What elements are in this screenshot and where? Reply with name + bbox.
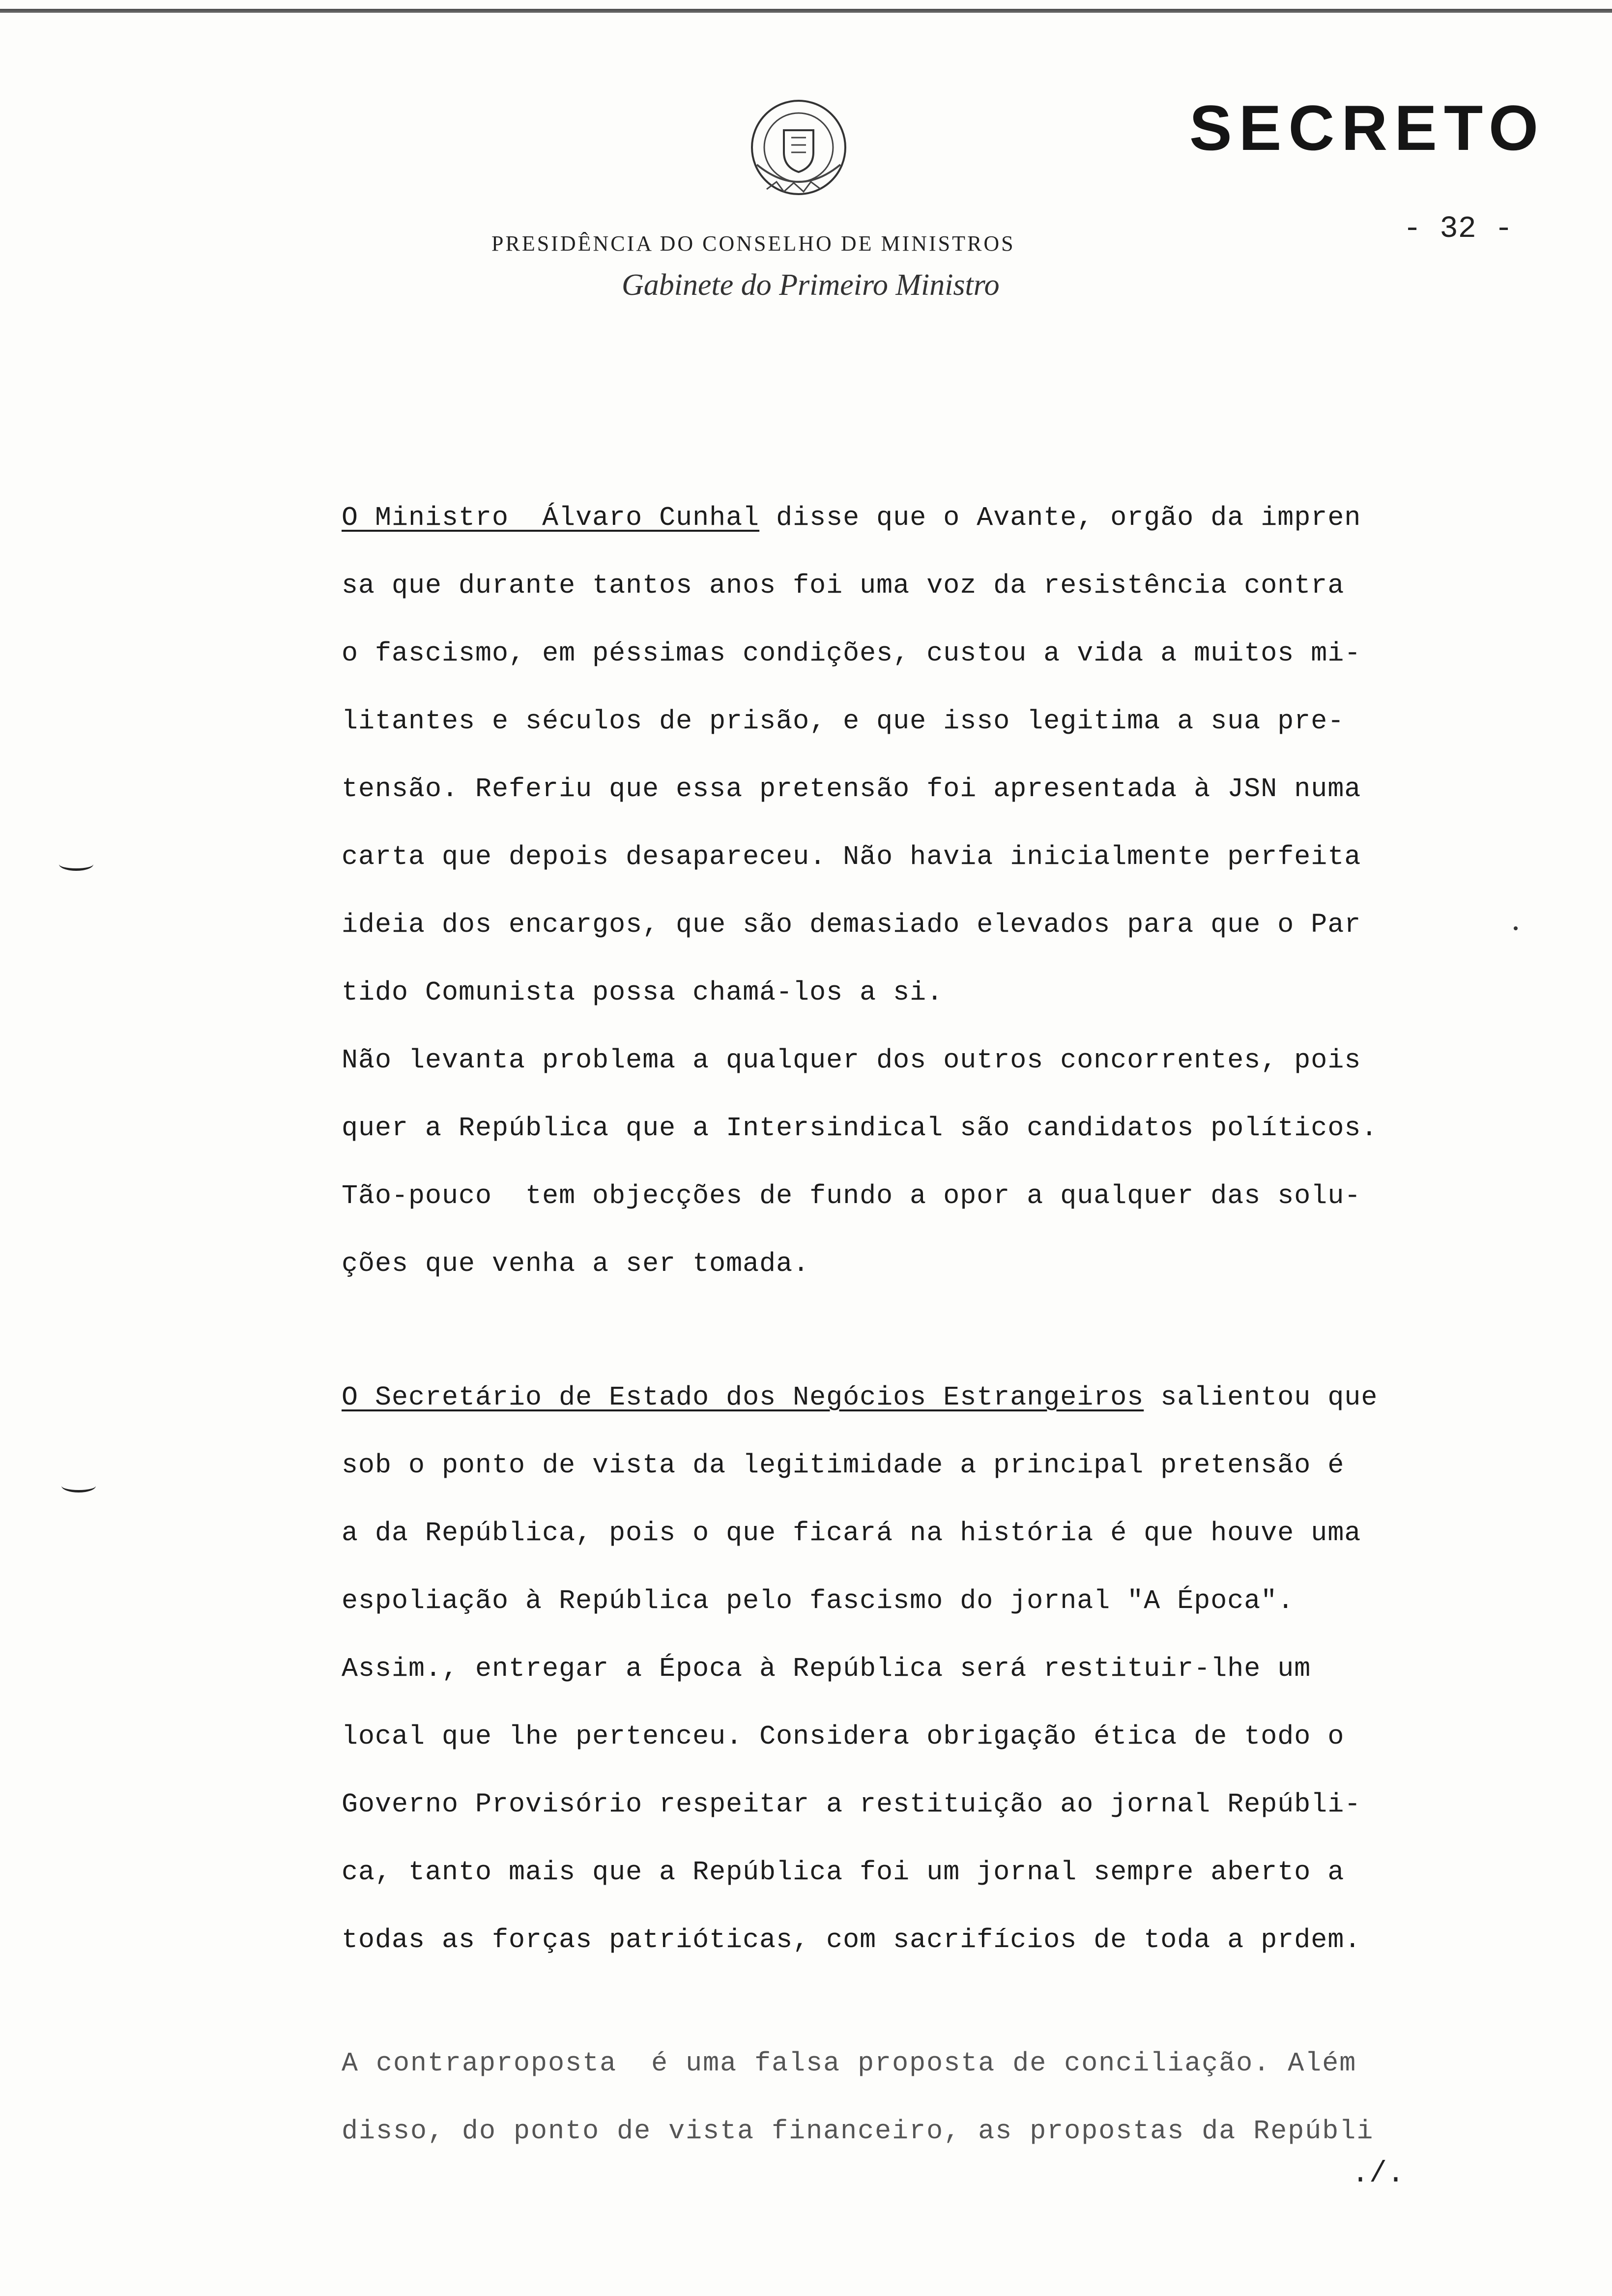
text-line: O Secretário de Estado dos Negócios Estrangeiros salientou que bbox=[342, 1382, 1378, 1413]
text-line: tensão. Referiu que essa pretensão foi apresentada à JSN numa bbox=[342, 774, 1361, 804]
speaker-name: O Ministro Álvaro Cunhal bbox=[342, 502, 760, 533]
text-line: Não levanta problema a qualquer dos outros concorrentes, pois bbox=[342, 1045, 1361, 1076]
text-line: local que lhe pertenceu. Considera obrigação ética de todo o bbox=[342, 1721, 1345, 1752]
text-line: sob o ponto de vista da legitimidade a principal pretensão é bbox=[342, 1450, 1345, 1481]
office-subheader: Gabinete do Primeiro Ministro bbox=[622, 268, 1000, 302]
text-line: Governo Provisório respeitar a restituição ao jornal Repúbli- bbox=[342, 1789, 1361, 1820]
text-line: ideia dos encargos, que são demasiado elevados para que o Par bbox=[342, 909, 1361, 940]
paragraph-counterproposal bbox=[342, 2030, 1472, 2165]
text-line: O Ministro Álvaro Cunhal disse que o Avante, orgão da impren bbox=[342, 502, 1361, 533]
paragraph-secretary-of-state bbox=[342, 1364, 1472, 1974]
text-line: Tão-pouco tem objecções de fundo a opor a qualquer das solu- bbox=[342, 1180, 1361, 1211]
text-line: disso, do ponto de vista financeiro, as propostas da Repúbli bbox=[342, 2116, 1374, 2147]
text-line: ca, tanto mais que a República foi um jornal sempre aberto a bbox=[342, 1857, 1345, 1888]
text-line: o fascismo, em péssimas condições, custou a vida a muitos mi- bbox=[342, 638, 1361, 669]
text-line: ções que venha a ser tomada. bbox=[342, 1248, 810, 1279]
margin-tick-mark bbox=[61, 1479, 96, 1492]
text-line: todas as forças patrióticas, com sacrifícios de toda a prdem. bbox=[342, 1924, 1361, 1955]
text-line: espoliação à República pelo fascismo do jornal "A Época". bbox=[342, 1585, 1295, 1616]
text-line: quer a República que a Intersindical são candidatos políticos. bbox=[342, 1113, 1378, 1144]
text-line: A contraproposta é uma falsa proposta de conciliação. Além bbox=[342, 2048, 1357, 2079]
paragraph-minister-cunhal bbox=[342, 484, 1472, 1298]
margin-dot bbox=[1514, 926, 1518, 930]
coat-of-arms-seal-icon bbox=[737, 91, 860, 209]
text-line: tido Comunista possa chamá-los a si. bbox=[342, 977, 944, 1008]
speaker-name: O Secretário de Estado dos Negócios Estrangeiros bbox=[342, 1382, 1144, 1413]
page-number: - 32 - bbox=[1403, 211, 1513, 246]
text-line: sa que durante tantos anos foi uma voz da resistência contra bbox=[342, 570, 1345, 601]
margin-tick-mark bbox=[59, 858, 93, 871]
text-line: litantes e séculos de prisão, e que isso legitima a sua pre- bbox=[342, 706, 1345, 737]
institution-header: PRESIDÊNCIA DO CONSELHO DE MINISTROS bbox=[491, 231, 1015, 256]
classification-stamp: SECRETO bbox=[1189, 92, 1546, 164]
top-border-line bbox=[0, 9, 1612, 13]
continuation-mark: ./. bbox=[1352, 2157, 1405, 2191]
text-line: a da República, pois o que ficará na história é que houve uma bbox=[342, 1518, 1361, 1549]
text-line: carta que depois desapareceu. Não havia inicialmente perfeita bbox=[342, 841, 1361, 872]
text-line: Assim., entregar a Época à República será restituir-lhe um bbox=[342, 1653, 1311, 1684]
